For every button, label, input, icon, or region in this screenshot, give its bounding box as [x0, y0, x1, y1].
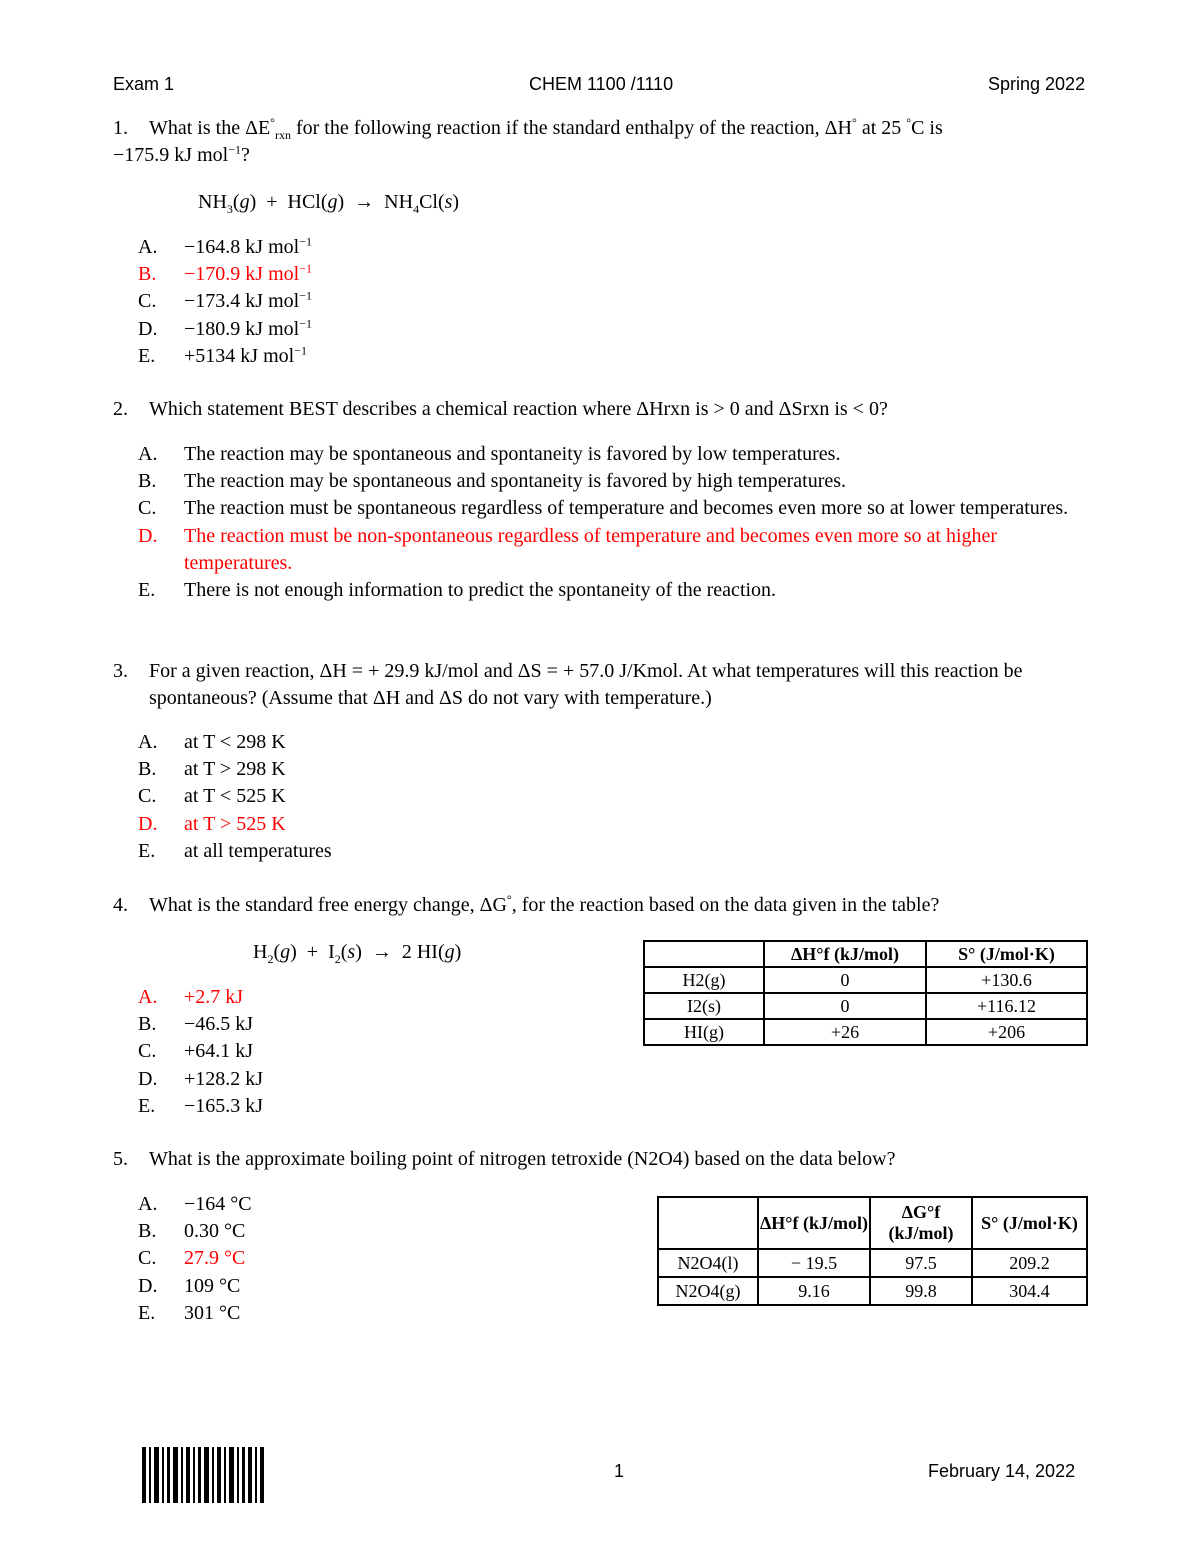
table-cell: +116.12: [926, 993, 1087, 1019]
choice-option[interactable]: B. The reaction may be spontaneous and spontaneity is favored by high temperatures.: [138, 470, 847, 493]
question-text: What is the $\Delta E^\circ_{rxn}$ for the following reaction if the standard enthalpy of the reaction, ΔH° at 25 °C is −175.9 kJ mol$^{-1}$?: [113, 115, 943, 166]
choice-option[interactable]: E. 301 °C: [138, 1301, 241, 1324]
choice-option-correct[interactable]: C. 27.9 °C: [138, 1247, 246, 1270]
footer-date: February 14, 2022: [928, 1461, 1076, 1481]
question-text: For a given reaction, ΔH = + 29.9 kJ/mol and ΔS = + 57.0 J/Kmol. At what temperatures will this reaction be spontaneous? (Assume that ΔH and ΔS do not vary with temperature.): [149, 660, 1023, 709]
table-cell: HI(g): [644, 1019, 764, 1045]
choice-option[interactable]: B. at T > 298 K: [138, 758, 286, 781]
table-cell: − 19.5: [758, 1249, 870, 1277]
table-row: [658, 1249, 1087, 1277]
choice-option[interactable]: D. 109 °C: [138, 1274, 241, 1297]
question-text: Which statement BEST describes a chemical reaction where ΔHrxn is > 0 and ΔSrxn is < 0?: [149, 398, 888, 420]
choice-option[interactable]: A. −164 °C: [138, 1193, 252, 1215]
page-number: 1: [614, 1461, 625, 1481]
table-header: ΔG°f (kJ/mol): [870, 1197, 972, 1249]
choice-option[interactable]: C. The reaction must be spontaneous regardless of temperature and becomes even more so at lower temperatures.: [138, 497, 1069, 520]
question-number: 4.: [113, 894, 128, 916]
table-header: ΔH°f (kJ/mol): [764, 941, 926, 967]
question-text: What is the standard free energy change, ΔG°, for the reaction based on the data given in the table?: [149, 892, 940, 916]
question-number: 3.: [113, 660, 128, 682]
header-term: Spring 2022: [988, 74, 1086, 94]
boiling-point-table: [657, 1196, 1088, 1306]
table-header: [644, 941, 764, 967]
table-cell: +206: [926, 1019, 1087, 1045]
choice-option-correct[interactable]: D. at T > 525 K: [138, 812, 286, 835]
table-cell: I2(s): [644, 993, 764, 1019]
table-cell: 304.4: [972, 1277, 1087, 1305]
choice-option[interactable]: E. There is not enough information to predict the spontaneity of the reaction.: [138, 579, 777, 602]
table-row: [644, 967, 1087, 993]
choice-option[interactable]: C. +64.1 kJ: [138, 1040, 254, 1063]
reaction-equation: $H_2(g) + I_2(s) \to 2$ HI(g): [253, 941, 462, 966]
thermo-data-table: [643, 940, 1088, 1046]
table-row: [644, 1019, 1087, 1045]
choice-option[interactable]: A. The reaction may be spontaneous and spontaneity is favored by low temperatures.: [138, 443, 841, 465]
reaction-equation: $NH_3(g) + HCl(g) \to NH_4Cl(s)$: [198, 191, 460, 216]
table-cell: +130.6: [926, 967, 1087, 993]
choice-option-correct[interactable]: D. The reaction must be non-spontaneous regardless of temperature and becomes even more so at higher temperatures.: [138, 524, 998, 574]
choice-option[interactable]: C. at T < 525 K: [138, 785, 286, 808]
choices-q3: [138, 729, 1084, 865]
choices-q2: [138, 441, 1084, 604]
question-text: What is the approximate boiling point of nitrogen tetroxide (N2O4) based on the data below?: [149, 1148, 896, 1170]
choice-option[interactable]: E. +5134 kJ mol$^{-1}$: [138, 343, 307, 367]
table-header: S° (J/mol·K): [926, 941, 1087, 967]
choice-option[interactable]: A. at T < 298 K: [138, 731, 286, 753]
table-cell: +26: [764, 1019, 926, 1045]
table-row: [644, 993, 1087, 1019]
barcode-icon: [142, 1447, 264, 1503]
table-cell: 0: [764, 967, 926, 993]
question-number: 1.: [113, 117, 128, 139]
choice-option[interactable]: D. −180.9 kJ mol$^{-1}$: [138, 315, 312, 340]
choice-option[interactable]: B. 0.30 °C: [138, 1220, 246, 1243]
header-exam: Exam 1: [113, 74, 175, 94]
table-cell: N2O4(g): [658, 1277, 758, 1305]
table-cell: 97.5: [870, 1249, 972, 1277]
table-header: [658, 1197, 758, 1249]
question-number: 2.: [113, 398, 128, 420]
table-cell: H2(g): [644, 967, 764, 993]
choice-option[interactable]: A. −164.8 kJ mol$^{-1}$: [138, 234, 312, 258]
table-cell: 9.16: [758, 1277, 870, 1305]
table-row: [658, 1277, 1087, 1305]
table-cell: 209.2: [972, 1249, 1087, 1277]
table-cell: 0: [764, 993, 926, 1019]
choices-q1: [138, 234, 1084, 370]
table-cell: N2O4(l): [658, 1249, 758, 1277]
choice-option[interactable]: B. −46.5 kJ: [138, 1013, 254, 1036]
table-header: S° (J/mol·K): [972, 1197, 1087, 1249]
table-cell: 99.8: [870, 1277, 972, 1305]
choice-option-correct[interactable]: A. +2.7 kJ: [138, 986, 244, 1008]
choice-option[interactable]: E. at all temperatures: [138, 839, 332, 862]
table-header: ΔH°f (kJ/mol): [758, 1197, 870, 1249]
choice-option[interactable]: C. −173.4 kJ mol$^{-1}$: [138, 288, 312, 313]
choice-option[interactable]: D. +128.2 kJ: [138, 1067, 264, 1090]
header-course: CHEM 1100 /1110: [529, 74, 674, 94]
choice-option[interactable]: E. −165.3 kJ: [138, 1094, 264, 1117]
choice-option-correct[interactable]: B. −170.9 kJ mol$^{-1}$: [138, 261, 312, 286]
question-number: 5.: [113, 1148, 128, 1170]
